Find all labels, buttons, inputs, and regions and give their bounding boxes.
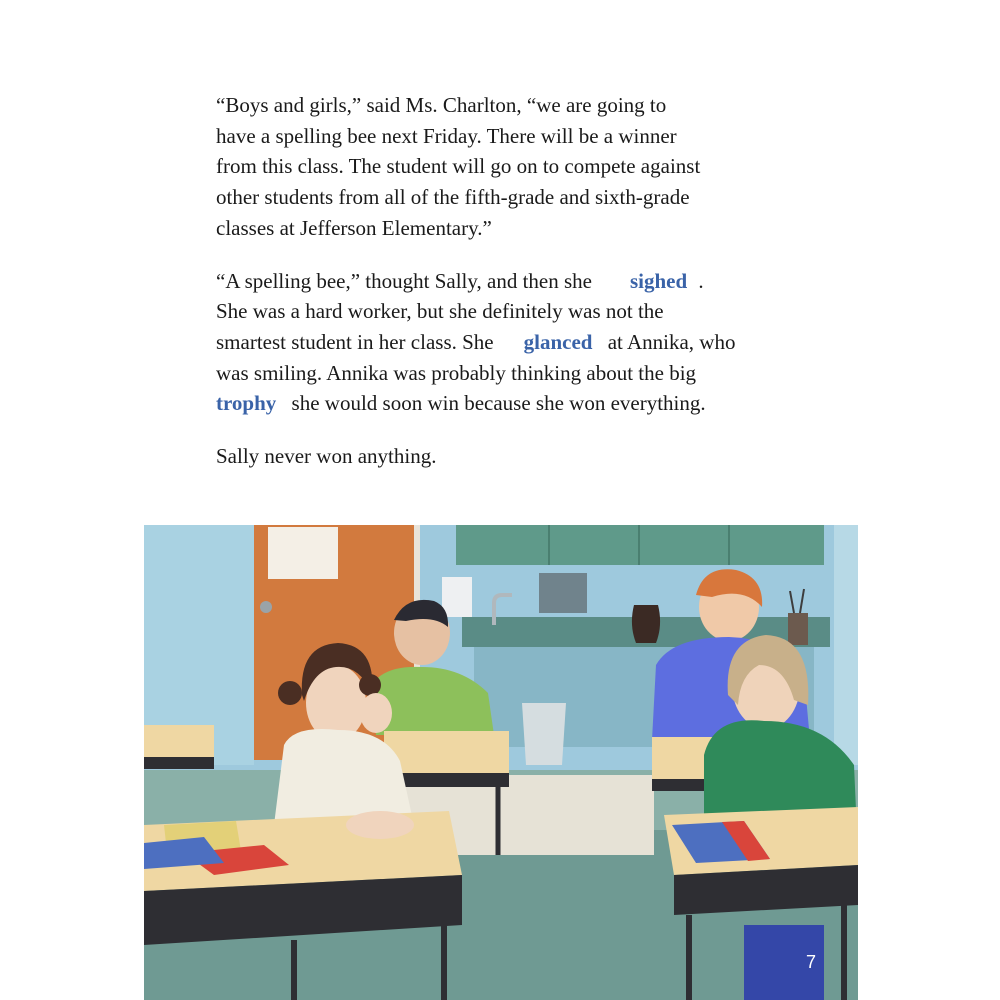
text-line (216, 388, 816, 419)
vocab-word-trophy: trophy (216, 391, 277, 416)
text-line: from this class. The student will go on to compete against (216, 154, 701, 179)
text-fragment: “A spelling bee,” thought Sally, and then she (216, 268, 592, 293)
page-number: 7 (806, 952, 817, 972)
text-line (216, 266, 816, 297)
text-line: She was a hard worker, but she definitely was not the (216, 299, 664, 324)
paragraph-1 (216, 90, 816, 244)
vocab-word-glanced: glanced (523, 329, 593, 354)
text-fragment: she would soon win because she won everything. (291, 391, 706, 416)
story-text (216, 90, 816, 494)
paragraph-3 (216, 441, 816, 472)
text-line: classes at Jefferson Elementary.” (216, 215, 492, 240)
text-line (216, 327, 816, 358)
text-line: other students from all of the fifth-grade and sixth-grade (216, 185, 690, 210)
text-line: was smiling. Annika was probably thinking about the big (216, 360, 697, 385)
student-desk (384, 731, 509, 773)
text-line: Sally never won anything. (216, 444, 437, 469)
vocab-word-sighed: sighed (629, 268, 688, 293)
text-fragment: at Annika, who (607, 329, 736, 354)
text-fragment: . (698, 268, 704, 293)
vase (632, 605, 660, 643)
text-line: have a spelling bee next Friday. There will be a winner (216, 123, 677, 148)
paragraph-2 (216, 266, 816, 420)
classroom-illustration (144, 525, 858, 1000)
text-line: “Boys and girls,” said Ms. Charlton, “we are going to (216, 93, 667, 117)
text-fragment: smartest student in her class. She (216, 329, 494, 354)
trash-can (522, 703, 566, 765)
